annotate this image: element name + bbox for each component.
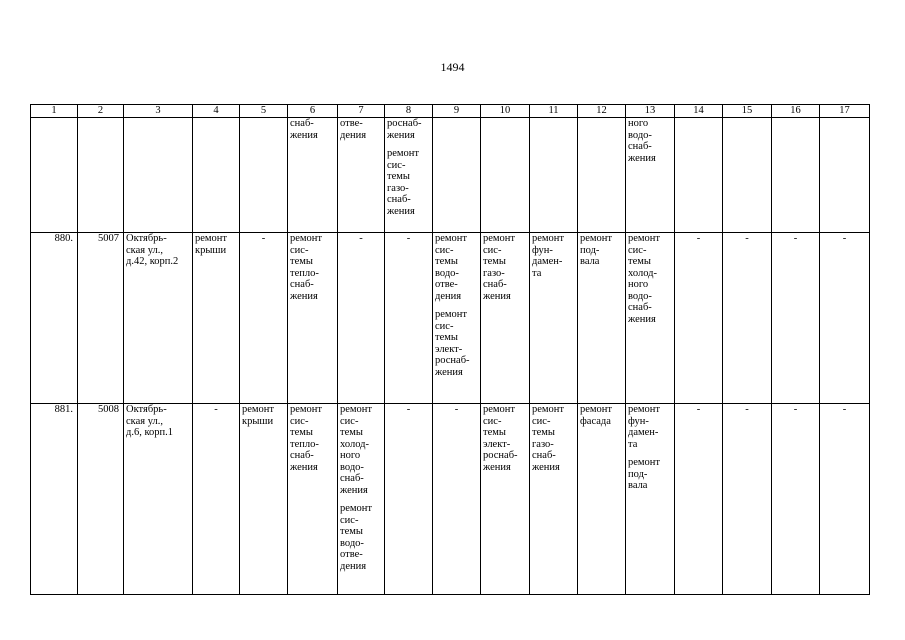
column-number: 12 xyxy=(578,105,626,118)
cell-text-line: водо- xyxy=(435,267,459,279)
cell-text-line: под- xyxy=(628,468,648,480)
table-cell xyxy=(78,233,124,404)
column-number: 13 xyxy=(626,105,675,118)
column-number-row xyxy=(31,105,870,118)
cell-text-line: ного xyxy=(628,279,649,290)
cell-text-line: дения xyxy=(340,560,367,572)
table-cell xyxy=(820,404,870,595)
cell-text-line: темы xyxy=(290,427,313,438)
cell-text-line: отве- xyxy=(435,279,458,290)
table-cell xyxy=(338,233,385,404)
cell-text-line: жения xyxy=(483,461,511,473)
cell-text-line: ремонт xyxy=(483,404,516,415)
cell-text-line: элект- xyxy=(435,343,463,355)
cell-text-line: фасада xyxy=(580,415,611,427)
paragraph-gap xyxy=(340,496,382,503)
cell-text-line: - xyxy=(406,404,411,415)
table-cell xyxy=(385,233,433,404)
cell-text-line: фун- xyxy=(532,244,553,256)
cell-text-line: ремонт xyxy=(628,404,661,415)
table-cell xyxy=(626,404,675,595)
cell-text-line: сис- xyxy=(483,415,502,427)
table-cell xyxy=(78,404,124,595)
cell-text-line: темы xyxy=(340,526,363,537)
table-cell xyxy=(481,118,530,233)
cell-text-line: темы xyxy=(435,332,458,343)
cell-text-line: 880. xyxy=(54,233,73,244)
table-cell xyxy=(385,118,433,233)
table-cell xyxy=(530,233,578,404)
cell-text-line: Октябрь- xyxy=(126,233,167,244)
cell-text-line: темы xyxy=(387,171,410,182)
cell-text-line: жения xyxy=(290,129,318,141)
column-number: 16 xyxy=(772,105,820,118)
cell-text-line: - xyxy=(696,233,701,244)
cell-text-line: ремонт xyxy=(532,404,565,415)
paragraph-gap xyxy=(387,141,430,148)
cell-text-line: - xyxy=(842,233,847,244)
table-cell xyxy=(433,233,481,404)
cell-text-line: снаб- xyxy=(340,473,364,484)
cell-text-line: крыши xyxy=(195,244,227,256)
cell-text-line: жения xyxy=(628,313,656,325)
cell-text-line: сис- xyxy=(435,244,454,256)
table-cell xyxy=(124,404,193,595)
table-cell xyxy=(675,404,723,595)
cell-text-line: темы xyxy=(290,256,313,267)
cell-text-line: снаб- xyxy=(532,450,556,461)
column-number: 5 xyxy=(240,105,288,118)
cell-text-line: жения xyxy=(628,152,656,164)
table-cell xyxy=(124,233,193,404)
table-cell xyxy=(626,118,675,233)
cell-text-line: жения xyxy=(290,290,318,302)
table-cell xyxy=(530,118,578,233)
cell-text-line: - xyxy=(359,233,363,244)
cell-text-line: сис- xyxy=(628,244,647,256)
table-cell xyxy=(820,118,870,233)
cell-text-line: роснаб- xyxy=(387,118,422,129)
table-cell xyxy=(772,233,820,404)
cell-text-line: отве- xyxy=(340,549,363,560)
cell-text-line: дения xyxy=(340,129,367,141)
table-body xyxy=(31,105,870,595)
cell-text-line: д.6, корп.1 xyxy=(126,427,174,438)
cell-text-line: та xyxy=(628,438,638,450)
page-number: 1494 xyxy=(440,60,465,74)
cell-text-line: темы xyxy=(628,256,651,267)
table-cell xyxy=(433,118,481,233)
table-cell xyxy=(675,233,723,404)
cell-text-line: ного xyxy=(628,118,649,129)
cell-text-line: сис- xyxy=(387,159,406,171)
cell-text-line: фун- xyxy=(628,415,649,427)
cell-text-line: сис- xyxy=(340,514,359,526)
cell-text-line: жения xyxy=(532,461,560,473)
cell-text-line: сис- xyxy=(532,415,551,427)
cell-text-line: ремонт xyxy=(387,148,420,159)
cell-text-line: вала xyxy=(628,480,648,491)
cell-text-line: ремонт xyxy=(340,503,373,514)
table-cell xyxy=(31,404,78,595)
table-cell xyxy=(481,404,530,595)
cell-text-line: холод- xyxy=(340,438,369,450)
cell-text-line: снаб- xyxy=(290,279,314,290)
table-row xyxy=(31,118,870,233)
cell-text-line: снаб- xyxy=(483,279,507,290)
table-cell xyxy=(338,118,385,233)
cell-text-line: отве- xyxy=(340,118,363,129)
table-cell xyxy=(288,118,338,233)
cell-text-line: 881. xyxy=(54,404,73,415)
cell-text-line: тепло- xyxy=(290,267,319,279)
table-cell xyxy=(240,233,288,404)
table-row xyxy=(31,233,870,404)
table-cell xyxy=(578,233,626,404)
table-cell xyxy=(240,118,288,233)
cell-text-line: - xyxy=(793,404,798,415)
column-number: 8 xyxy=(385,105,433,118)
cell-text-line: под- xyxy=(580,244,600,256)
paragraph-gap xyxy=(628,450,672,457)
cell-text-line: ремонт xyxy=(435,309,468,320)
cell-text-line: жения xyxy=(483,290,511,302)
cell-text-line: ремонт xyxy=(242,404,275,415)
column-number: 9 xyxy=(433,105,481,118)
cell-text-line: элект- xyxy=(483,438,511,450)
cell-text-line: водо- xyxy=(340,461,364,473)
cell-text-line: - xyxy=(842,404,847,415)
cell-text-line: снаб- xyxy=(290,450,314,461)
cell-text-line: газо- xyxy=(483,267,505,279)
column-number: 17 xyxy=(820,105,870,118)
table-cell xyxy=(772,404,820,595)
table-row xyxy=(31,404,870,595)
table-cell xyxy=(240,404,288,595)
cell-text-line: ремонт xyxy=(340,404,373,415)
table-cell xyxy=(124,118,193,233)
table-cell xyxy=(193,118,240,233)
cell-text-line: - xyxy=(406,233,411,244)
cell-text-line: водо- xyxy=(628,129,652,141)
cell-text-line: водо- xyxy=(340,537,364,549)
table-cell xyxy=(578,404,626,595)
cell-text-line: сис- xyxy=(290,244,309,256)
cell-text-line: Октябрь- xyxy=(126,404,167,415)
table-cell xyxy=(338,404,385,595)
works-table xyxy=(30,104,870,595)
column-number: 7 xyxy=(338,105,385,118)
cell-text-line: роснаб- xyxy=(483,450,518,461)
cell-text-line: тепло- xyxy=(290,438,319,450)
cell-text-line: та xyxy=(532,267,542,279)
cell-text-line: жения xyxy=(387,129,415,141)
cell-text-line: жения xyxy=(435,366,463,378)
cell-text-line: - xyxy=(696,404,701,415)
table-cell xyxy=(31,233,78,404)
cell-text-line: - xyxy=(261,233,266,244)
table-cell xyxy=(193,233,240,404)
cell-text-line: ного xyxy=(340,450,361,461)
cell-text-line: снаб- xyxy=(628,302,652,313)
column-number: 1 xyxy=(31,105,78,118)
table-cell xyxy=(78,118,124,233)
column-number: 10 xyxy=(481,105,530,118)
cell-text-line: снаб- xyxy=(628,141,652,152)
cell-text-line: водо- xyxy=(628,290,652,302)
cell-text-line: темы xyxy=(532,427,555,438)
column-number: 4 xyxy=(193,105,240,118)
table-cell xyxy=(193,404,240,595)
cell-text-line: снаб- xyxy=(387,194,411,205)
table-cell xyxy=(675,118,723,233)
cell-text-line: сис- xyxy=(435,320,454,332)
cell-text-line: ская ул., xyxy=(126,415,163,427)
column-number: 3 xyxy=(124,105,193,118)
cell-text-line: сис- xyxy=(340,415,359,427)
column-number: 2 xyxy=(78,105,124,118)
column-number: 15 xyxy=(723,105,772,118)
cell-text-line: - xyxy=(454,404,459,415)
cell-text-line: ская ул., xyxy=(126,244,163,256)
cell-text-line: роснаб- xyxy=(435,355,470,366)
cell-text-line: ремонт xyxy=(483,233,516,244)
cell-text-line: ремонт xyxy=(290,404,323,415)
cell-text-line: дамен- xyxy=(628,427,659,438)
cell-text-line: 5008 xyxy=(98,404,119,415)
cell-text-line: темы xyxy=(483,427,506,438)
cell-text-line: - xyxy=(745,404,749,415)
cell-text-line: темы xyxy=(435,256,458,267)
cell-text-line: 5007 xyxy=(98,233,119,244)
cell-text-line: снаб- xyxy=(290,118,314,129)
table-cell xyxy=(385,404,433,595)
cell-text-line: крыши xyxy=(242,415,274,427)
table-cell xyxy=(288,404,338,595)
cell-text-line: сис- xyxy=(290,415,309,427)
cell-text-line: темы xyxy=(340,427,363,438)
cell-text-line: - xyxy=(745,233,749,244)
column-number: 6 xyxy=(288,105,338,118)
cell-text-line: газо- xyxy=(532,438,554,450)
cell-text-line: жения xyxy=(387,205,415,217)
table-cell xyxy=(481,233,530,404)
cell-text-line: ремонт xyxy=(628,457,661,468)
cell-text-line: ремонт xyxy=(580,404,613,415)
cell-text-line: д.42, корп.2 xyxy=(126,256,179,267)
cell-text-line: жения xyxy=(290,461,318,473)
cell-text-line: дамен- xyxy=(532,256,563,267)
table-cell xyxy=(288,233,338,404)
table-cell xyxy=(31,118,78,233)
cell-text-line: холод- xyxy=(628,267,657,279)
cell-text-line: ремонт xyxy=(580,233,613,244)
table-cell xyxy=(723,404,772,595)
table-cell xyxy=(433,404,481,595)
table-cell xyxy=(772,118,820,233)
cell-text-line: - xyxy=(793,233,798,244)
table-cell xyxy=(723,118,772,233)
cell-text-line: дения xyxy=(435,290,462,302)
cell-text-line: сис- xyxy=(483,244,502,256)
table-cell xyxy=(723,233,772,404)
table-cell xyxy=(626,233,675,404)
table-cell xyxy=(578,118,626,233)
cell-text-line: вала xyxy=(580,256,600,267)
cell-text-line: ремонт xyxy=(532,233,565,244)
cell-text-line: - xyxy=(214,404,218,415)
column-number: 11 xyxy=(530,105,578,118)
cell-text-line: ремонт xyxy=(628,233,661,244)
cell-text-line: ремонт xyxy=(195,233,228,244)
cell-text-line: газо- xyxy=(387,182,409,194)
paragraph-gap xyxy=(435,302,478,309)
column-number: 14 xyxy=(675,105,723,118)
cell-text-line: ремонт xyxy=(290,233,323,244)
cell-text-line: ремонт xyxy=(435,233,468,244)
table-cell xyxy=(820,233,870,404)
table-cell xyxy=(530,404,578,595)
cell-text-line: жения xyxy=(340,484,368,496)
cell-text-line: темы xyxy=(483,256,506,267)
